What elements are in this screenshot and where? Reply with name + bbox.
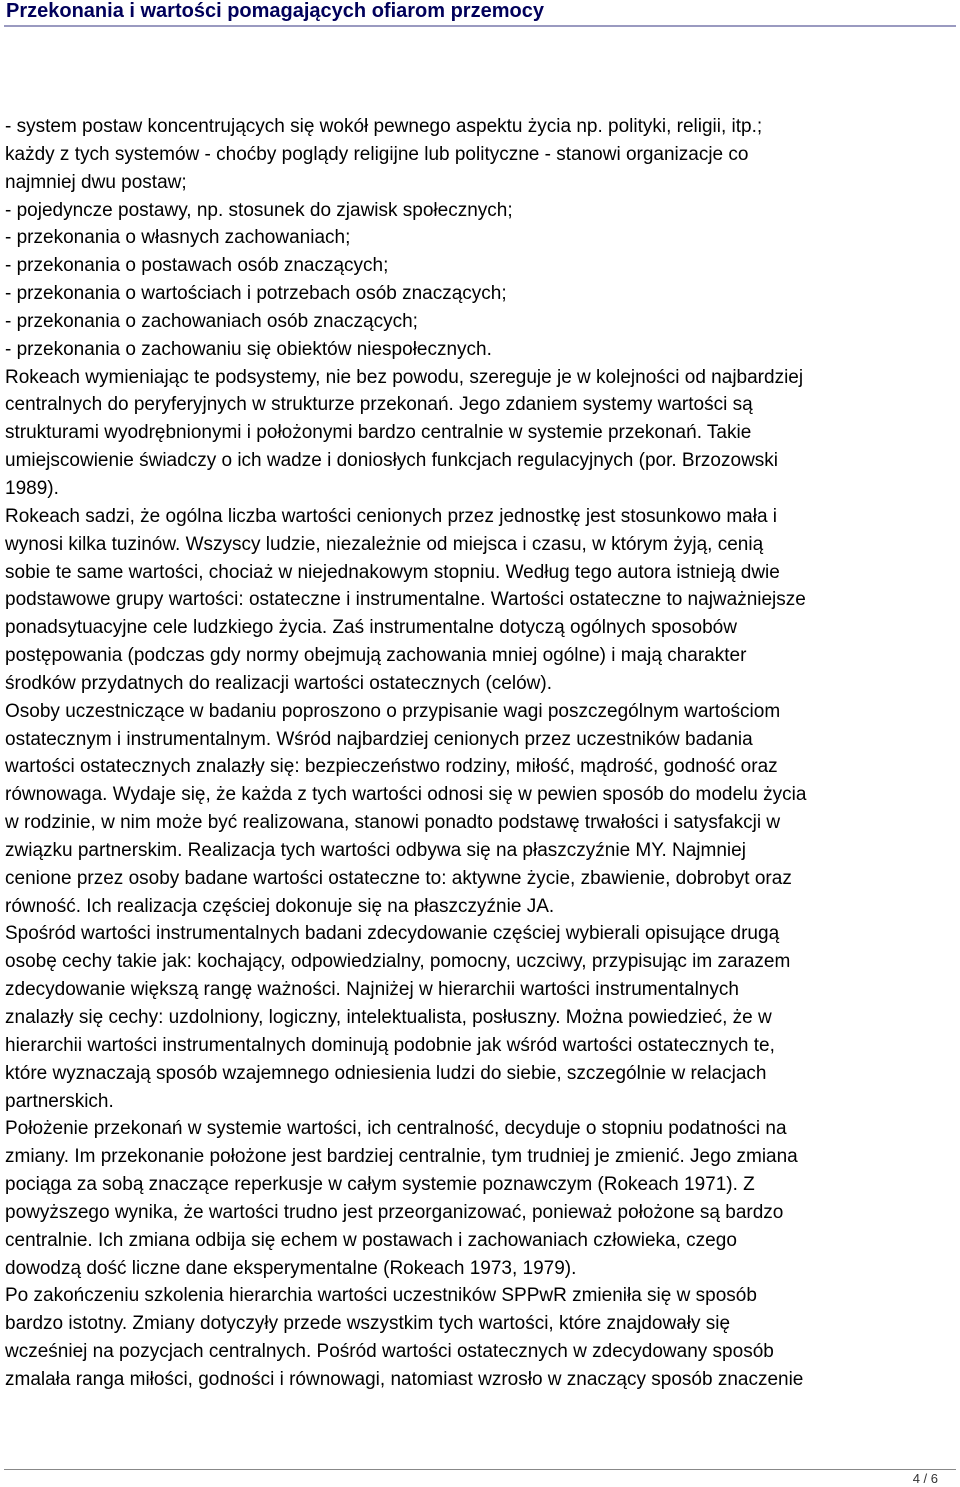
text-line: cenione przez osoby badane wartości ostateczne to: aktywne życie, zbawienie, dobrobyt oraz (5, 867, 792, 889)
text-line: centralnie. Ich zmiana odbija się echem w postawach i zachowaniach człowieka, czego (5, 1229, 737, 1251)
text-line: pociąga za sobą znaczące reperkusje w całym systemie poznawczym (Rokeach 1971). Z (5, 1174, 755, 1196)
text-line: - przekonania o własnych zachowaniach; (5, 227, 351, 249)
text-line: powyższego wynika, że wartości trudno jest przeorganizować, ponieważ położone są bardzo (5, 1201, 784, 1223)
text-line: partnerskich. (5, 1090, 114, 1112)
text-line: wartości ostatecznych znalazły się: bezpieczeństwo rodziny, miłość, mądrość, godność oraz (5, 756, 778, 778)
text-line: - system postaw koncentrujących się wokół pewnego aspektu życia np. polityki, religii, itp.; (5, 116, 763, 137)
text-line: sobie te same wartości, chociaż w niejednakowym stopniu. Według tego autora istnieją dwie (5, 561, 780, 583)
text-line: środków przydatnych do realizacji wartości ostatecznych (celów). (5, 672, 552, 694)
text-line: równowaga. Wydaje się, że każda z tych wartości odnosi się w pewien sposób do modelu życia (5, 784, 807, 806)
text-line: - przekonania o postawach osób znaczących; (5, 255, 389, 277)
text-line: strukturami wyodrębnionymi i położonymi bardzo centralnie w systemie przekonań. Takie (5, 422, 752, 444)
text-line: centralnych do peryferyjnych w strukturze przekonań. Jego zdaniem systemy wartości są (5, 394, 753, 416)
text-line: równość. Ich realizacja częściej dokonuje się na płaszczyźnie JA. (5, 895, 555, 917)
text-line: - przekonania o wartościach i potrzebach osób znaczących; (5, 283, 507, 305)
footer-divider (4, 1469, 956, 1470)
text-line: w rodzinie, w nim może być realizowana, stanowi ponadto podstawę trwałości i satysfakcji w (5, 812, 781, 834)
text-line: zmiany. Im przekonanie położone jest bardziej centralnie, tym trudniej je zmienić. Jego zmiana (5, 1146, 798, 1168)
text-line: dowodzą dość liczne dane eksperymentalne (Rokeach 1973, 1979). (5, 1257, 577, 1279)
text-line: bardzo istotny. Zmiany dotyczyły przede wszystkim tych wartości, które znajdowały się (5, 1313, 731, 1335)
text-line: - przekonania o zachowaniach osób znaczących; (5, 310, 418, 332)
text-line: - przekonania o zachowaniu się obiektów niespołecznych. (5, 338, 492, 360)
text-line: zmalała ranga miłości, godności i równowagi, natomiast wzrosło w znaczący sposób znaczenie (5, 1368, 804, 1390)
text-line: hierarchii wartości instrumentalnych dominują podobnie jak wśród wartości ostatecznych te, (5, 1034, 775, 1056)
document-title: Przekonania i wartości pomagających ofiarom przemocy (6, 0, 544, 22)
page-number: 4 / 6 (912, 1471, 938, 1486)
text-line: wcześniej na pozycjach centralnych. Pośród wartości ostatecznych w zdecydowany sposób (5, 1341, 774, 1363)
text-line: Osoby uczestniczące w badaniu poproszono o przypisanie wagi poszczególnym wartościom (5, 700, 781, 722)
text-line: znalazły się cechy: uzdolniony, logiczny, intelektualista, posłuszny. Można powiedzieć, że w (5, 1007, 772, 1028)
text-line: osobę cechy takie jak: kochający, odpowiedzialny, pomocny, uczciwy, przypisując im zarazem (5, 951, 791, 973)
text-line: Rokeach sadzi, że ogólna liczba wartości cenionych przez jednostkę jest stosunkowo mała i (5, 505, 778, 527)
page-header (4, 0, 956, 28)
text-line: zdecydowanie większą rangę ważności. Najniżej w hierarchii wartości instrumentalnych (5, 979, 739, 1001)
text-line: Położenie przekonań w systemie wartości, ich centralność, decyduje o stopniu podatności na (5, 1118, 787, 1140)
text-line: podstawowe grupy wartości: ostateczne i instrumentalne. Wartości ostateczne to najważniejsze (5, 589, 806, 611)
text-line: - pojedyncze postawy, np. stosunek do zjawisk społecznych; (5, 199, 513, 221)
text-line: każdy z tych systemów - choćby poglądy religijne lub polityczne - stanowi organizacje co (5, 143, 749, 165)
text-line: Po zakończeniu szkolenia hierarchia wartości uczestników SPPwR zmieniła się w sposób (5, 1285, 757, 1307)
text-line: Spośród wartości instrumentalnych badani zdecydowanie częściej wybierali opisujące drugą (5, 923, 780, 945)
text-line: ostatecznym i instrumentalnym. Wśród najbardziej cenionych przez uczestników badania (5, 728, 753, 750)
text-line: 1989). (5, 477, 59, 499)
text-line: postępowania (podczas gdy normy obejmują zachowania mniej ogólne) i mają charakter (5, 645, 747, 667)
body-text (5, 113, 955, 1394)
text-line: które wyznaczają sposób wzajemnego odniesienia ludzi do siebie, szczególnie w relacjach (5, 1062, 767, 1084)
text-line: związku partnerskim. Realizacja tych wartości odbywa się na płaszczyźnie MY. Najmniej (5, 839, 746, 861)
text-line: najmniej dwu postaw; (5, 171, 187, 193)
text-line: umiejscowienie świadczy o ich wadze i doniosłych funkcjach regulacyjnych (por. Brzozowski (5, 450, 779, 472)
text-line: Rokeach wymieniając te podsystemy, nie bez powodu, szereguje je w kolejności od najbardziej (5, 366, 804, 388)
header-divider (4, 25, 956, 27)
text-line: wynosi kilka tuzinów. Wszyscy ludzie, niezależnie od miejsca i czasu, w którym żyją, cenią (5, 533, 764, 555)
text-line: ponadsytuacyjne cele ludzkiego życia. Zaś instrumentalne dotyczą ogólnych sposobów (5, 617, 737, 639)
